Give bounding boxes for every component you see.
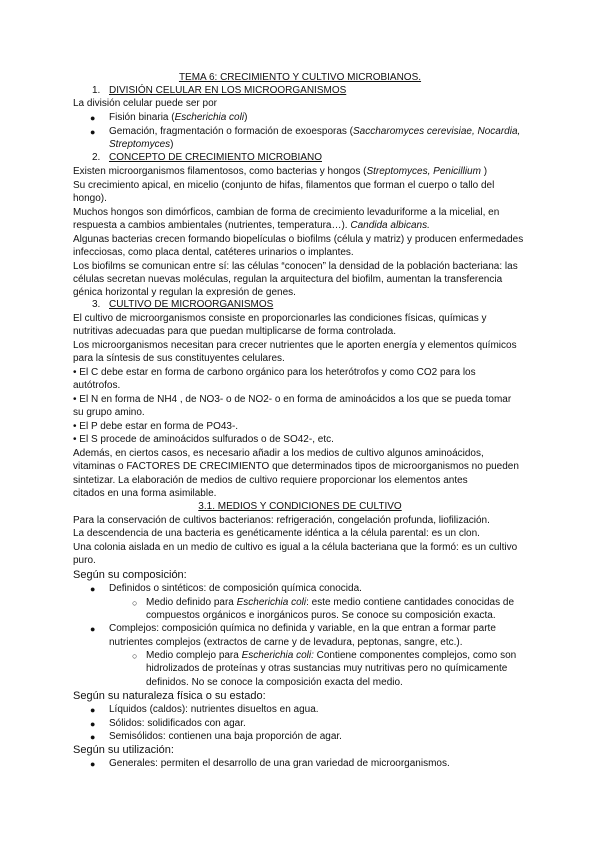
bullet-icon: ● [90, 759, 96, 769]
list-item-continuation: Streptomyces) [109, 139, 174, 150]
paragraph-line: para la síntesis de sus constituyentes celulares. [73, 353, 285, 364]
section-3-number: 3. [92, 299, 101, 310]
bullet-icon: ● [90, 624, 96, 634]
subsection-3-1-heading: 3.1. MEDIOS Y CONDICIONES DE CULTIVO [198, 501, 402, 512]
list-item: Fisión binaria (Escherichia coli) [109, 112, 248, 123]
paragraph-line: sintetizar. La elaboración de medios de cultivo requiere proporcionar los elementos antes [73, 475, 468, 486]
paragraph-line: nutritivas adecuadas para que puedan multiplicarse de forma controlada. [73, 326, 396, 337]
usage-heading: Según su utilización: [73, 744, 174, 756]
document-title: TEMA 6: CRECIMIENTO Y CULTIVO MICROBIANOS. [178, 72, 422, 83]
list-item: Generales: permiten el desarrollo de una gran variedad de microorganismos. [109, 758, 450, 769]
bullet-icon: ● [90, 127, 96, 137]
paragraph-line: • El N en forma de NH4 , de NO3- o de NO2- o en forma de aminoácidos a los que se pueda tomar [73, 394, 512, 405]
paragraph-line: Los biofilms se comunican entre sí: las células “conocen” la densidad de la población bacteriana: las [73, 261, 518, 272]
composition-heading: Según su composición: [73, 569, 187, 581]
paragraph-line: Su crecimiento apical, en micelio (conjunto de hifas, filamentos que forman el cuerpo o tallo del [73, 180, 495, 191]
section-1-intro: La división celular puede ser por [73, 98, 217, 109]
paragraph-line: autótrofos. [73, 380, 121, 391]
paragraph-line: Existen microorganismos filamentosos, como bacterias y hongos (Streptomyces, Penicillium ) [73, 166, 488, 177]
paragraph-line: hongo). [73, 193, 107, 204]
list-item: Sólidos: solidificados con agar. [109, 718, 246, 729]
paragraph-line: Para la conservación de cultivos bacterianos: refrigeración, congelación profunda, liofilización. [73, 515, 490, 526]
sub-list-item-continuation: hidrolizados de proteínas y otras sustancias muy nutritivas pero no químicamente [146, 663, 508, 674]
bullet-icon: ● [90, 732, 96, 742]
section-1-number: 1. [92, 85, 101, 96]
paragraph-line: La descendencia de una bacteria es genéticamente idéntica a la célula parental: es un clon. [73, 528, 480, 539]
list-item-continuation: nutrientes complejos (extractos de carne y de levadura, peptonas, sangre, etc.). [109, 637, 463, 648]
sub-list-item: Medio complejo para Escherichia coli: Contiene componentes complejos, como son [146, 650, 517, 661]
paragraph-line: citados en una forma asimilable. [73, 488, 217, 499]
paragraph-line: • El S procede de aminoácidos sulfurados o de SO42-, etc. [73, 434, 334, 445]
bullet-icon: ● [90, 719, 96, 729]
paragraph-line: Una colonia aislada en un medio de cultivo es igual a la célula bacteriana que la formó: es un cultivo [73, 542, 518, 553]
paragraph-line: infecciosas, como placa dental, catéteres urinarios o implantes. [73, 247, 354, 258]
paragraph-line: Además, en ciertos casos, es necesario añadir a los medios de cultivo algunos aminoácidos, [73, 448, 484, 459]
paragraph-line: génica horizontal y regulan la expresión de genes. [73, 287, 296, 298]
paragraph-line: • El C debe estar en forma de carbono orgánico para los heterótrofos y como CO2 para los [73, 367, 476, 378]
paragraph-line: El cultivo de microorganismos consiste en proporcionarles las condiciones físicas, químicas y [73, 313, 487, 324]
circle-bullet-icon: ○ [132, 651, 138, 661]
physical-nature-heading: Según su naturaleza física o su estado: [73, 690, 266, 702]
list-item: Complejos: composición química no definida y variable, en la que entran a formar parte [109, 623, 496, 634]
list-item: Líquidos (caldos): nutrientes disueltos en agua. [109, 704, 319, 715]
section-2-heading: CONCEPTO DE CRECIMIENTO MICROBIANO [109, 152, 322, 163]
bullet-icon: ● [90, 705, 96, 715]
paragraph-line: puro. [73, 555, 96, 566]
sub-list-item: Medio definido para Escherichia coli: este medio contiene cantidades conocidas de [146, 597, 515, 608]
bullet-icon: ● [90, 584, 96, 594]
paragraph-line: Muchos hongos son dimórficos, cambian de forma de crecimiento levaduriforme a la micelial, en [73, 207, 500, 218]
paragraph-line: vitaminas o FACTORES DE CRECIMIENTO que determinados tipos de microorganismos no pueden [73, 461, 519, 472]
section-2-number: 2. [92, 152, 101, 163]
section-1-heading: DIVISIÓN CELULAR EN LOS MICROORGANISMOS [109, 85, 347, 96]
paragraph-line: Los microorganismos necesitan para crecer nutrientes que le aporten energía y elementos químicos [73, 340, 517, 351]
sub-list-item-continuation: definidos. No se conoce la composición exacta del medio. [146, 677, 403, 688]
paragraph-line: células secretan nuevas moléculas, regulan la arquitectura del biofilm, aumentan la transferencia [73, 274, 503, 285]
list-item: Definidos o sintéticos: de composición química conocida. [109, 583, 362, 594]
circle-bullet-icon: ○ [132, 598, 138, 608]
list-item: Gemación, fragmentación o formación de exoesporas (Saccharomyces cerevisiae, Nocardia, [109, 126, 521, 137]
list-item: Semisólidos: contienen una baja proporción de agar. [109, 731, 342, 742]
paragraph-line: respuesta a cambios ambientales (nutrientes, temperatura…). Candida albicans. [73, 220, 430, 231]
sub-list-item-continuation: compuestos orgánicos e inorgánicos puros. Se conoce su composición exacta. [146, 610, 496, 621]
paragraph-line: su grupo amino. [73, 407, 145, 418]
section-3-heading: CULTIVO DE MICROORGANISMOS [109, 299, 274, 310]
paragraph-line: • El P debe estar en forma de PO43-. [73, 421, 239, 432]
paragraph-line: Algunas bacterias crecen formando biopelículas o biofilms (célula y matriz) y producen enfermedades [73, 234, 524, 245]
bullet-icon: ● [90, 113, 96, 123]
